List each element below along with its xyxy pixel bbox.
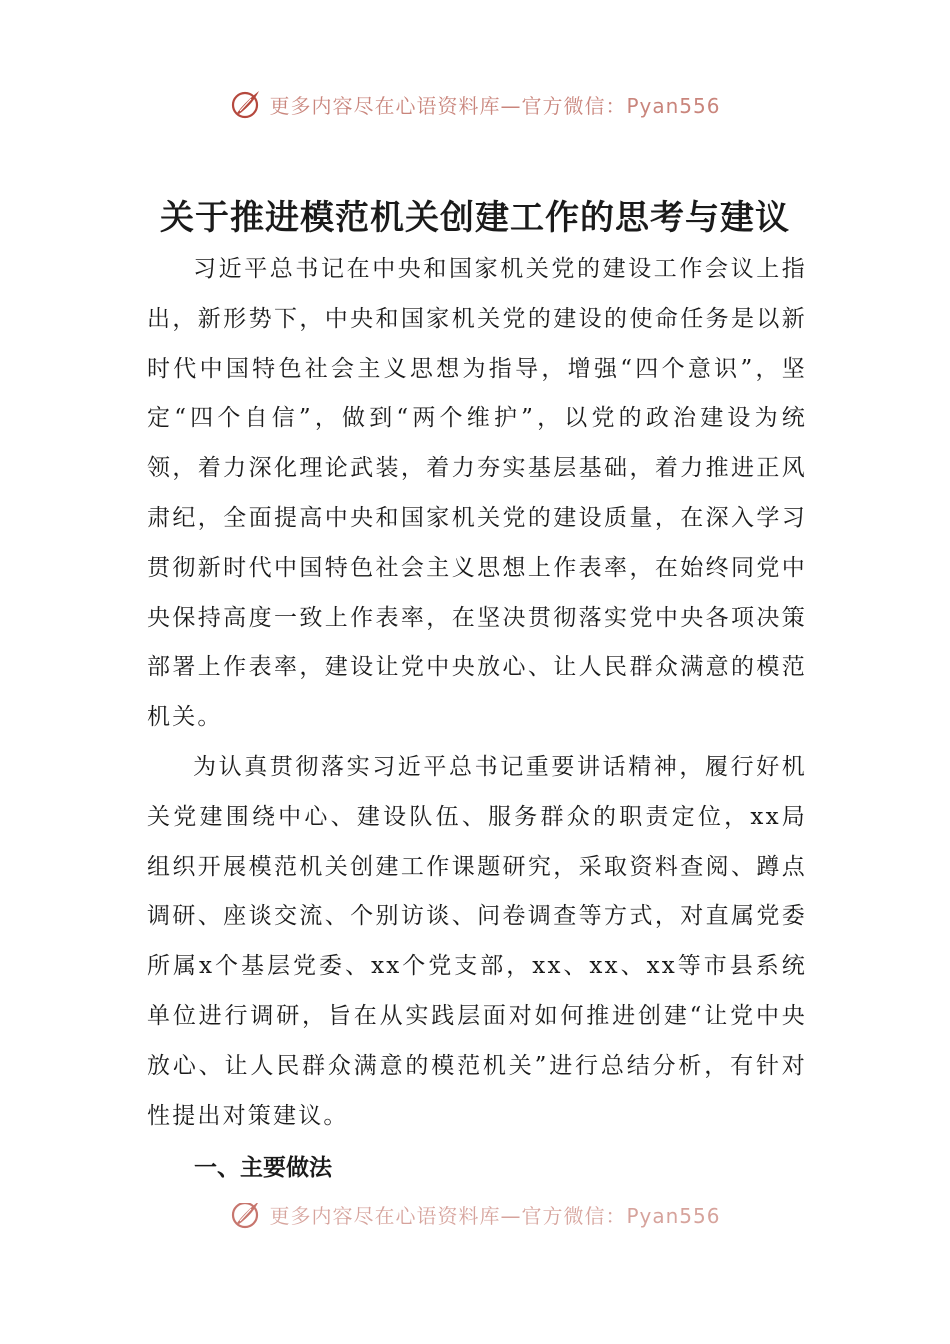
- paragraph-2: 为认真贯彻落实习近平总书记重要讲话精神，履行好机关党建围绕中心、建设队伍、服务群众的职责定位，xx局组织开展模范机关创建工作课题研究，采取资料查阅、蹲点调研、座谈交流、个别访谈、问卷调查等方式，对直属党委所属x个基层党委、xx个党支部，xx、xx、xx等市县系统单位进行调研，旨在从实践层面对如何推进创建“让党中央放心、让人民群众满意的模范机关”进行总结分析，有针对性提出对策建议。: [147, 753, 807, 1129]
- section-heading: 一、主要做法: [194, 1155, 332, 1181]
- paragraph-1: 习近平总书记在中央和国家机关党的建设工作会议上指出，新形势下，中央和国家机关党的建设的使命任务是以新时代中国特色社会主义思想为指导，增强“四个意识”，坚定“四个自信”，做到“两个维护”，以党的政治建设为统领，着力深化理论武装，着力夯实基层基础，着力推进正风肃纪，全面提高中央和国家机关党的建设质量，在深入学习贯彻新时代中国特色社会主义思想上作表率，在始终同党中央保持高度一致上作表率，在坚决贯彻落实党中央各项决策部署上作表率，建设让党中央放心、让人民群众满意的模范机关。: [147, 256, 807, 731]
- quill-pen-logo-icon: [229, 1203, 263, 1231]
- watermark-text-footer: 更多内容尽在心语资料库—官方微信：Pyan556: [269, 1203, 721, 1228]
- watermark-text: 更多内容尽在心语资料库—官方微信：Pyan556: [269, 93, 721, 118]
- quill-pen-logo-icon: [229, 87, 263, 121]
- document-title: 关于推进模范机关创建工作的思考与建议: [160, 198, 790, 238]
- header-watermark: [0, 84, 950, 124]
- footer-watermark: [0, 1203, 950, 1239]
- document-body: [147, 245, 807, 1141]
